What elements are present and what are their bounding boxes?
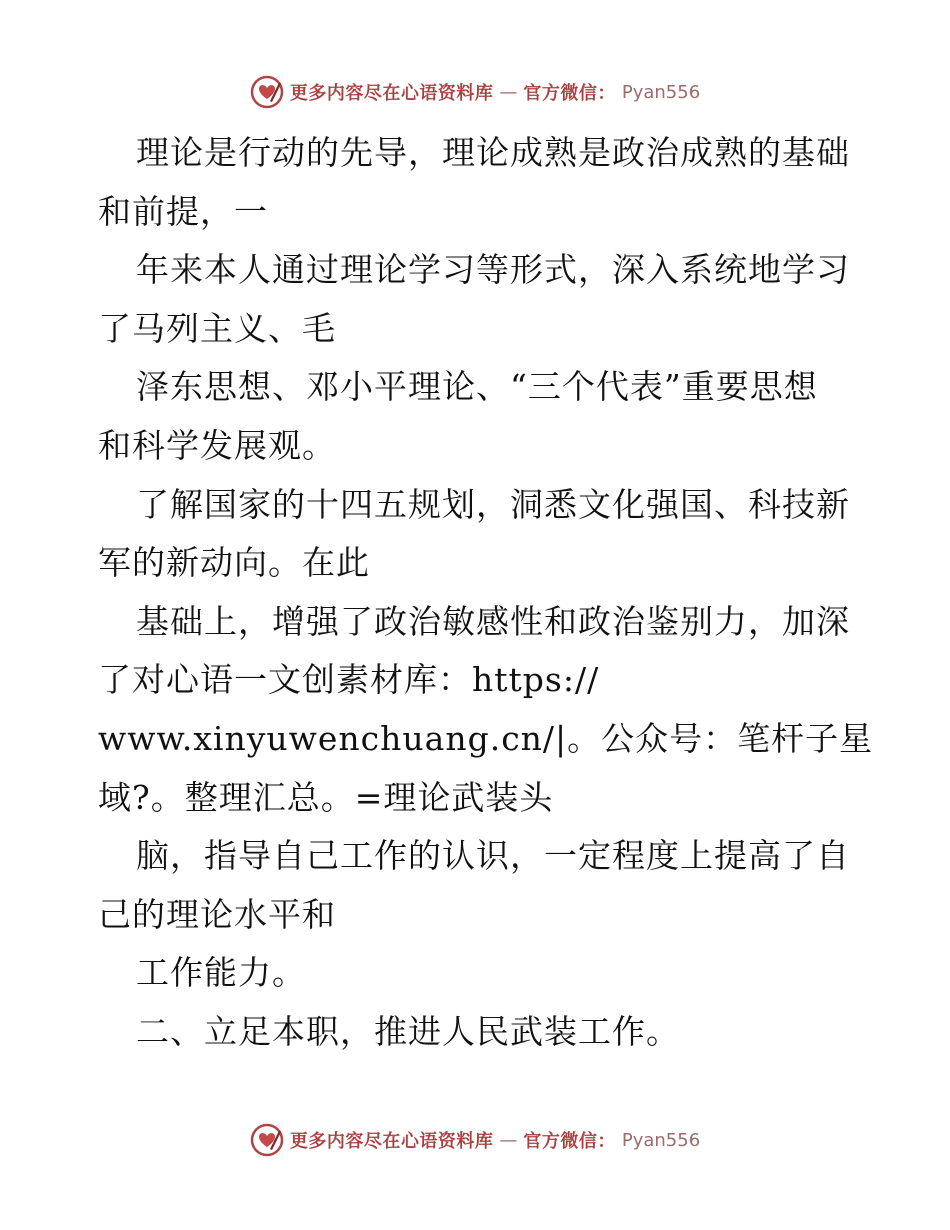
text-line: 工作能力。 — [136, 953, 306, 993]
text-line: 理论是行动的先导，理论成熟是政治成熟的基础 — [136, 133, 850, 172]
watermark-wechat-id: Pyan556 — [621, 1129, 701, 1151]
text-line: 己的理论水平和 — [98, 894, 336, 934]
footer-watermark — [0, 1120, 950, 1160]
text-line: 二、立足本职，推进人民武装工作。 — [136, 1011, 680, 1051]
watermark-wechat-id: Pyan556 — [621, 81, 701, 103]
text-line: 军的新动向。在此 — [98, 543, 370, 583]
text-line: 和科学发展观。 — [98, 425, 336, 465]
text-line: 了解国家的十四五规划，洞悉文化强国、科技新 — [136, 484, 850, 524]
document-body — [98, 124, 874, 1062]
text-line: 脑，指导自己工作的认识，一定程度上提高了自 — [136, 836, 850, 876]
watermark-separator: — — [499, 81, 518, 103]
text-line: 了马列主义、毛 — [98, 308, 336, 348]
heart-pen-logo-icon — [250, 1123, 284, 1157]
header-watermark — [0, 72, 950, 112]
watermark-site-text: 更多内容尽在心语资料库 — [289, 1131, 494, 1152]
text-line: 了对心语一文创素材库：https:// — [98, 660, 600, 700]
text-line: 基础上，增强了政治敏感性和政治鉴别力，加深 — [136, 601, 850, 641]
text-line: 域?。整理汇总。=理论武装头 — [98, 777, 554, 817]
watermark-wechat-label: 官方微信： — [523, 1131, 616, 1152]
text-line: www.xinyuwenchuang.cn/|。公众号：笔杆子星 — [98, 718, 874, 758]
text-line: 泽东思想、邓小平理论、“三个代表”重要思想 — [136, 367, 818, 407]
text-line: 和前提，一 — [98, 191, 268, 231]
watermark-separator: — — [499, 1129, 518, 1151]
watermark-wechat-label: 官方微信： — [523, 83, 616, 104]
heart-pen-logo-icon — [250, 75, 284, 109]
watermark-site-text: 更多内容尽在心语资料库 — [289, 83, 494, 104]
text-line: 年来本人通过理论学习等形式，深入系统地学习 — [136, 250, 850, 290]
